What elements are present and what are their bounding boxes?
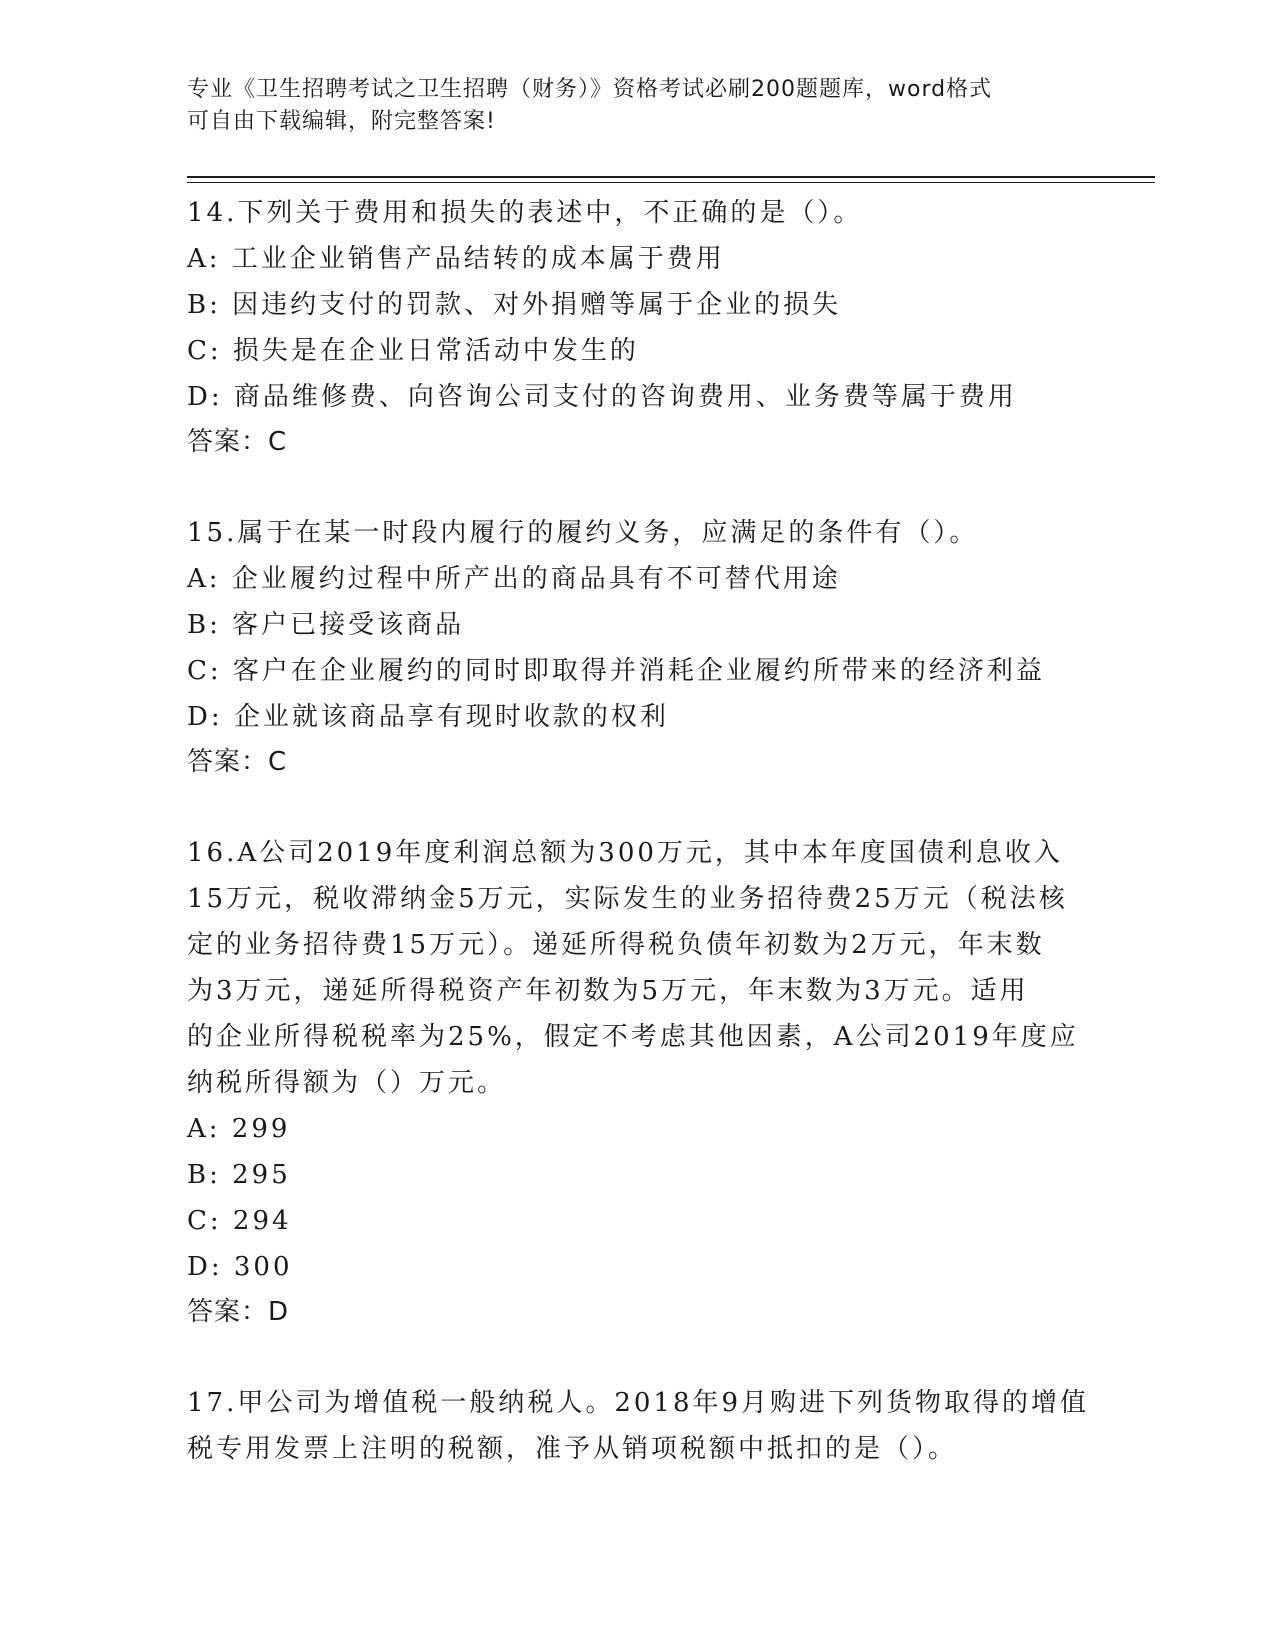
- option-d: D: 企业就该商品享有现时收款的权利: [187, 702, 669, 732]
- answer: 答案：D: [187, 1297, 290, 1327]
- option-a: A: 企业履约过程中所产出的商品具有不可替代用途: [187, 564, 841, 594]
- question-stem-line: 15万元，税收滞纳金5万元，实际发生的业务招待费25万元（税法核: [187, 884, 1068, 914]
- question-stem-line: 税专用发票上注明的税额，准予从销项税额中抵扣的是（）。: [187, 1434, 958, 1464]
- question-stem-line: 17.甲公司为增值税一般纳税人。2018年9月购进下列货物取得的增值: [187, 1388, 1090, 1418]
- option-b: B: 295: [187, 1160, 291, 1190]
- option-b: B: 因违约支付的罚款、对外捐赠等属于企业的损失: [187, 290, 842, 320]
- document-header: [187, 74, 1087, 138]
- option-d: D: 300: [187, 1252, 293, 1282]
- option-c: C: 损失是在企业日常活动中发生的: [187, 336, 639, 366]
- question-stem-line: 定的业务招待费15万元）。递延所得税负债年初数为2万元，年末数: [187, 930, 1045, 960]
- answer: 答案：C: [187, 427, 288, 457]
- option-b: B: 客户已接受该商品: [187, 610, 465, 640]
- question-stem: 15.属于在某一时段内履行的履约义务，应满足的条件有（）。: [187, 518, 979, 548]
- header-divider-thick: [187, 176, 1155, 178]
- option-c: C: 客户在企业履约的同时即取得并消耗企业履约所带来的经济利益: [187, 656, 1045, 686]
- question-16: [187, 830, 1087, 1336]
- question-14: [187, 190, 1087, 466]
- question-stem-line: 16.A公司2019年度利润总额为300万元，其中本年度国债利息收入: [187, 838, 1063, 868]
- question-17: [187, 1380, 1090, 1472]
- question-stem-line: 的企业所得税税率为25%，假定不考虑其他因素，A公司2019年度应: [187, 1022, 1079, 1052]
- header-divider-thin: [187, 182, 1155, 183]
- option-a: A: 299: [187, 1114, 291, 1144]
- header-line-2: 可自由下载编辑，附完整答案!: [187, 109, 496, 134]
- header-line-1: 专业《卫生招聘考试之卫生招聘（财务）》资格考试必刷200题题库，word格式: [187, 77, 993, 102]
- option-c: C: 294: [187, 1206, 292, 1236]
- question-stem-line: 为3万元，递延所得税资产年初数为5万元，年末数为3万元。适用: [187, 976, 1029, 1006]
- option-d: D: 商品维修费、向咨询公司支付的咨询费用、业务费等属于费用: [187, 382, 1017, 412]
- question-15: [187, 510, 1087, 786]
- question-stem: 14.下列关于费用和损失的表述中，不正确的是（）。: [187, 198, 863, 228]
- option-a: A: 工业企业销售产品结转的成本属于费用: [187, 244, 725, 274]
- question-list: [187, 190, 1090, 1472]
- question-stem-line: 纳税所得额为（）万元。: [187, 1068, 507, 1098]
- answer: 答案：C: [187, 747, 288, 777]
